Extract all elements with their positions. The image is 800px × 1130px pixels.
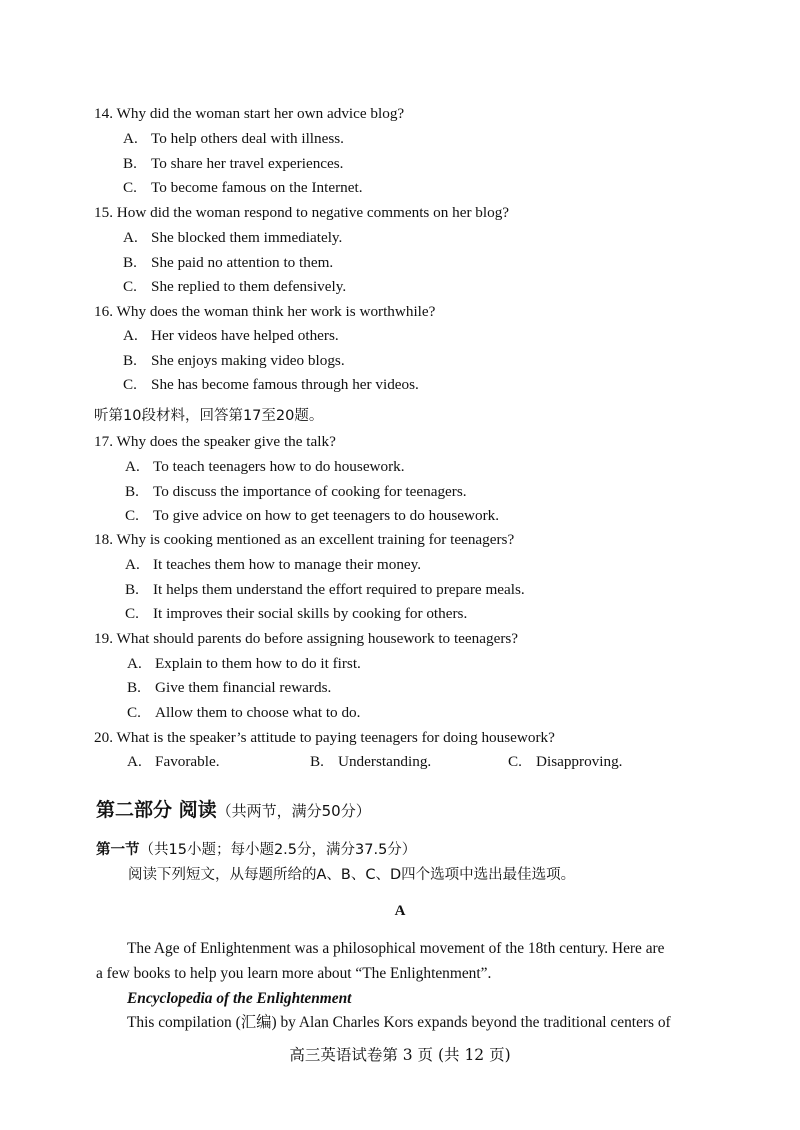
question-number: 20.: [94, 729, 113, 746]
option-text: She has become famous through her videos.: [151, 376, 419, 393]
option: [123, 129, 344, 149]
passage-intro-line: a few books to help you learn more about “The Enlightenment”.: [96, 965, 492, 982]
part-title-text: 第二部分 阅读: [96, 799, 217, 821]
question-text: Why does the speaker give the talk?: [116, 433, 336, 450]
option-letter: B.: [127, 679, 141, 696]
option-text: She replied to them defensively.: [151, 278, 347, 295]
option-letter: A.: [127, 753, 142, 770]
option-text: Understanding.: [338, 753, 432, 770]
option: [123, 375, 419, 395]
option: [123, 228, 342, 248]
option-letter: A.: [125, 556, 140, 573]
option-text: To help others deal with illness.: [151, 130, 344, 147]
book-title: Encyclopedia of the Enlightenment: [127, 990, 352, 1007]
section-info: （共15小题；每小题2.5分，满分37.5分）: [139, 842, 417, 858]
question-19: [94, 629, 518, 649]
option-text: Explain to them how to do it first.: [155, 655, 361, 672]
option-letter: B.: [125, 581, 139, 598]
option-text: To share her travel experiences.: [151, 155, 344, 172]
option-text: She enjoys making video blogs.: [151, 352, 345, 369]
option: [127, 752, 220, 772]
option: [127, 678, 331, 698]
passage-intro-line: The Age of Enlightenment was a philosophical movement of the 18th century. Here are: [127, 940, 665, 957]
question-number: 14.: [94, 105, 113, 122]
question-number: 18.: [94, 531, 113, 548]
question-text: What should parents do before assigning housework to teenagers?: [116, 630, 519, 647]
listening-instruction: 听第10段材料，回答第17至20题。: [94, 408, 324, 424]
option-text: It teaches them how to manage their money.: [153, 556, 422, 573]
part-title: [96, 795, 371, 822]
option-letter: A.: [127, 655, 142, 672]
option-letter: B.: [123, 352, 137, 369]
option: [123, 154, 343, 174]
question-text: Why did the woman start her own advice blog?: [116, 105, 405, 122]
option: [125, 457, 405, 477]
option: [125, 580, 525, 600]
question-text: Why is cooking mentioned as an excellent training for teenagers?: [116, 531, 515, 548]
option-text: To become famous on the Internet.: [151, 179, 363, 196]
option: [127, 703, 360, 723]
option-text: Favorable.: [155, 753, 220, 770]
option: [125, 506, 499, 526]
option-text: She paid no attention to them.: [151, 254, 334, 271]
option-letter: B.: [125, 483, 139, 500]
option-letter: C.: [508, 753, 522, 770]
option: [310, 752, 431, 772]
section-label: 第一节: [96, 842, 140, 858]
option: [123, 277, 346, 297]
option: [123, 351, 345, 371]
option: [127, 654, 361, 674]
option-text: Allow them to choose what to do.: [155, 704, 361, 721]
option-text: She blocked them immediately.: [151, 229, 343, 246]
passage-heading: A: [394, 903, 406, 919]
option-text: It helps them understand the effort required to prepare meals.: [153, 581, 525, 598]
option: [125, 555, 421, 575]
question-number: 16.: [94, 303, 113, 320]
question-text: Why does the woman think her work is worthwhile?: [116, 303, 436, 320]
page-footer: 高三英语试卷第 3 页 (共 12 页): [289, 1046, 511, 1064]
option-letter: A.: [123, 327, 138, 344]
option-letter: C.: [123, 179, 137, 196]
book-description-line: This compilation (汇编) by Alan Charles Kors expands beyond the traditional centers of: [127, 1014, 671, 1031]
question-14: [94, 104, 404, 124]
option-letter: C.: [127, 704, 141, 721]
question-17: [94, 432, 336, 452]
option: [125, 604, 467, 624]
section-title: [96, 840, 416, 860]
option: [123, 178, 363, 198]
option-letter: B.: [310, 753, 324, 770]
option-letter: A.: [123, 130, 138, 147]
option: [123, 326, 339, 346]
option-text: To give advice on how to get teenagers to do housework.: [153, 507, 500, 524]
question-number: 17.: [94, 433, 113, 450]
option-letter: A.: [123, 229, 138, 246]
option-text: To teach teenagers how to do housework.: [153, 458, 405, 475]
option-letter: A.: [125, 458, 140, 475]
option-letter: C.: [123, 376, 137, 393]
option-text: Disapproving.: [536, 753, 623, 770]
question-number: 19.: [94, 630, 113, 647]
option-letter: C.: [125, 605, 139, 622]
question-16: [94, 302, 435, 322]
section-instruction: 阅读下列短文，从每题所给的A、B、C、D四个选项中选出最佳选项。: [128, 867, 576, 883]
option-text: It improves their social skills by cooking for others.: [153, 605, 468, 622]
question-18: [94, 530, 514, 550]
option-letter: B.: [123, 155, 137, 172]
question-text: How did the woman respond to negative comments on her blog?: [116, 204, 510, 221]
part-title-score: （共两节，满分50分）: [216, 802, 371, 820]
question-15: [94, 203, 509, 223]
option: [123, 253, 333, 273]
question-text: What is the speaker’s attitude to paying teenagers for doing housework?: [116, 729, 555, 746]
option-text: Her videos have helped others.: [151, 327, 339, 344]
option-letter: C.: [125, 507, 139, 524]
option-letter: C.: [123, 278, 137, 295]
question-20: [94, 728, 555, 748]
option-letter: B.: [123, 254, 137, 271]
question-number: 15.: [94, 204, 113, 221]
option: [508, 752, 622, 772]
option-text: To discuss the importance of cooking for teenagers.: [153, 483, 467, 500]
option-text: Give them financial rewards.: [155, 679, 332, 696]
option: [125, 482, 467, 502]
